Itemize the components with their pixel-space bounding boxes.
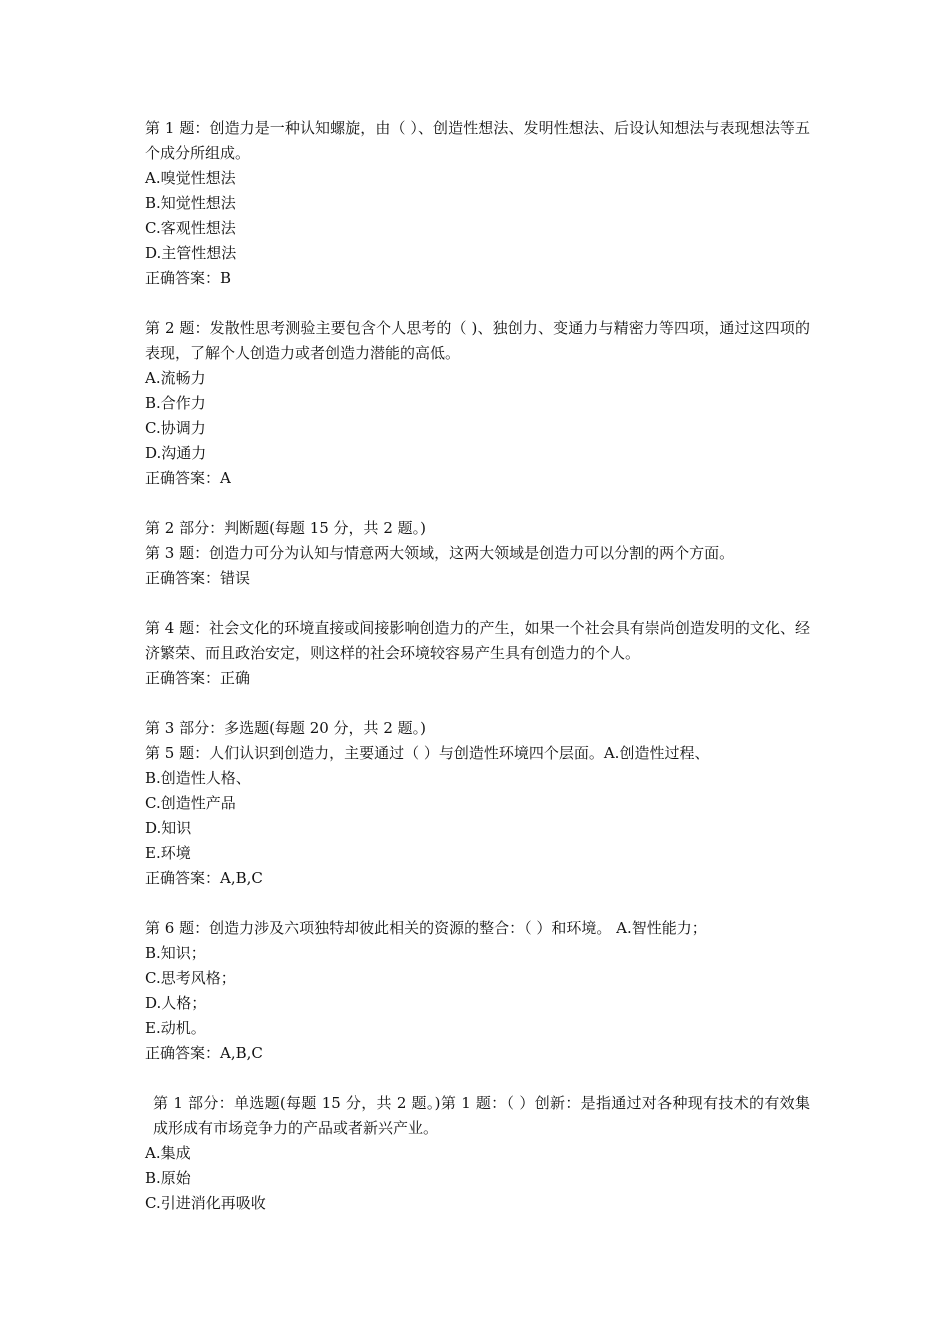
question-3 <box>145 516 810 591</box>
question-stem: 第 2 题：发散性思考测验主要包含个人思考的（ )、独创力、变通力与精密力等四项，通过这四项的表现，了解个人创造力或者创造力潜能的高低。 <box>145 319 810 362</box>
section-heading: 第 2 部分：判断题(每题 15 分，共 2 题。) <box>145 519 426 537</box>
option-a: A.流畅力 <box>145 369 206 387</box>
question-stem: 第 1 部分：单选题(每题 15 分，共 2 题。)第 1 题：（ ）创新：是指通过对各种现有技术的有效集成形成有市场竞争力的产品或者新兴产业。 <box>153 1094 810 1137</box>
question-2 <box>145 316 810 491</box>
option-b: B.知识； <box>145 944 206 962</box>
correct-answer: 正确答案：B <box>145 269 232 287</box>
question-5 <box>145 716 810 891</box>
option-c: C.思考风格； <box>145 969 236 987</box>
option-a: A.集成 <box>145 1144 191 1162</box>
option-c: C.创造性产品 <box>145 794 236 812</box>
question-stem: 第 4 题：社会文化的环境直接或间接影响创造力的产生，如果一个社会具有崇尚创造发明的文化、经济繁荣、而且政治安定，则这样的社会环境较容易产生具有创造力的个人。 <box>145 619 810 662</box>
option-d: D.沟通力 <box>145 444 207 462</box>
question-stem: 第 1 题：创造力是一种认知螺旋，由（ ）、创造性想法、发明性想法、后设认知想法与表现想法等五个成分所组成。 <box>145 119 810 162</box>
option-b: B.合作力 <box>145 394 206 412</box>
correct-answer: 正确答案：错误 <box>145 569 251 587</box>
option-c: C.客观性想法 <box>145 219 236 237</box>
option-d: D.主管性想法 <box>145 244 237 262</box>
option-e: E.动机。 <box>145 1019 206 1037</box>
question-1 <box>145 116 810 291</box>
question-6 <box>145 916 810 1066</box>
correct-answer: 正确答案：A <box>145 469 231 487</box>
option-a: A.嗅觉性想法 <box>145 169 236 187</box>
correct-answer: 正确答案：A,B,C <box>145 869 263 887</box>
option-e: E.环境 <box>145 844 191 862</box>
option-c: C.协调力 <box>145 419 206 437</box>
option-c: C.引进消化再吸收 <box>145 1194 266 1212</box>
question-stem: 第 5 题：人们认识到创造力，主要通过（ ）与创造性环境四个层面。A.创造性过程、 <box>145 744 710 762</box>
section-heading: 第 3 部分：多选题(每题 20 分，共 2 题。) <box>145 719 426 737</box>
option-d: D.人格； <box>145 994 207 1012</box>
question-stem: 第 3 题：创造力可分为认知与情意两大领域，这两大领域是创造力可以分割的两个方面。 <box>145 544 735 562</box>
option-b: B.知觉性想法 <box>145 194 236 212</box>
option-b: B.创造性人格、 <box>145 769 251 787</box>
question-4 <box>145 616 810 691</box>
question-7 <box>145 1091 810 1216</box>
option-d: D.知识 <box>145 819 192 837</box>
option-b: B.原始 <box>145 1169 191 1187</box>
question-stem: 第 6 题：创造力涉及六项独特却彼此相关的资源的整合：（ ）和环境。 A.智性能力； <box>145 919 707 937</box>
correct-answer: 正确答案：A,B,C <box>145 1044 263 1062</box>
correct-answer: 正确答案：正确 <box>145 669 251 687</box>
